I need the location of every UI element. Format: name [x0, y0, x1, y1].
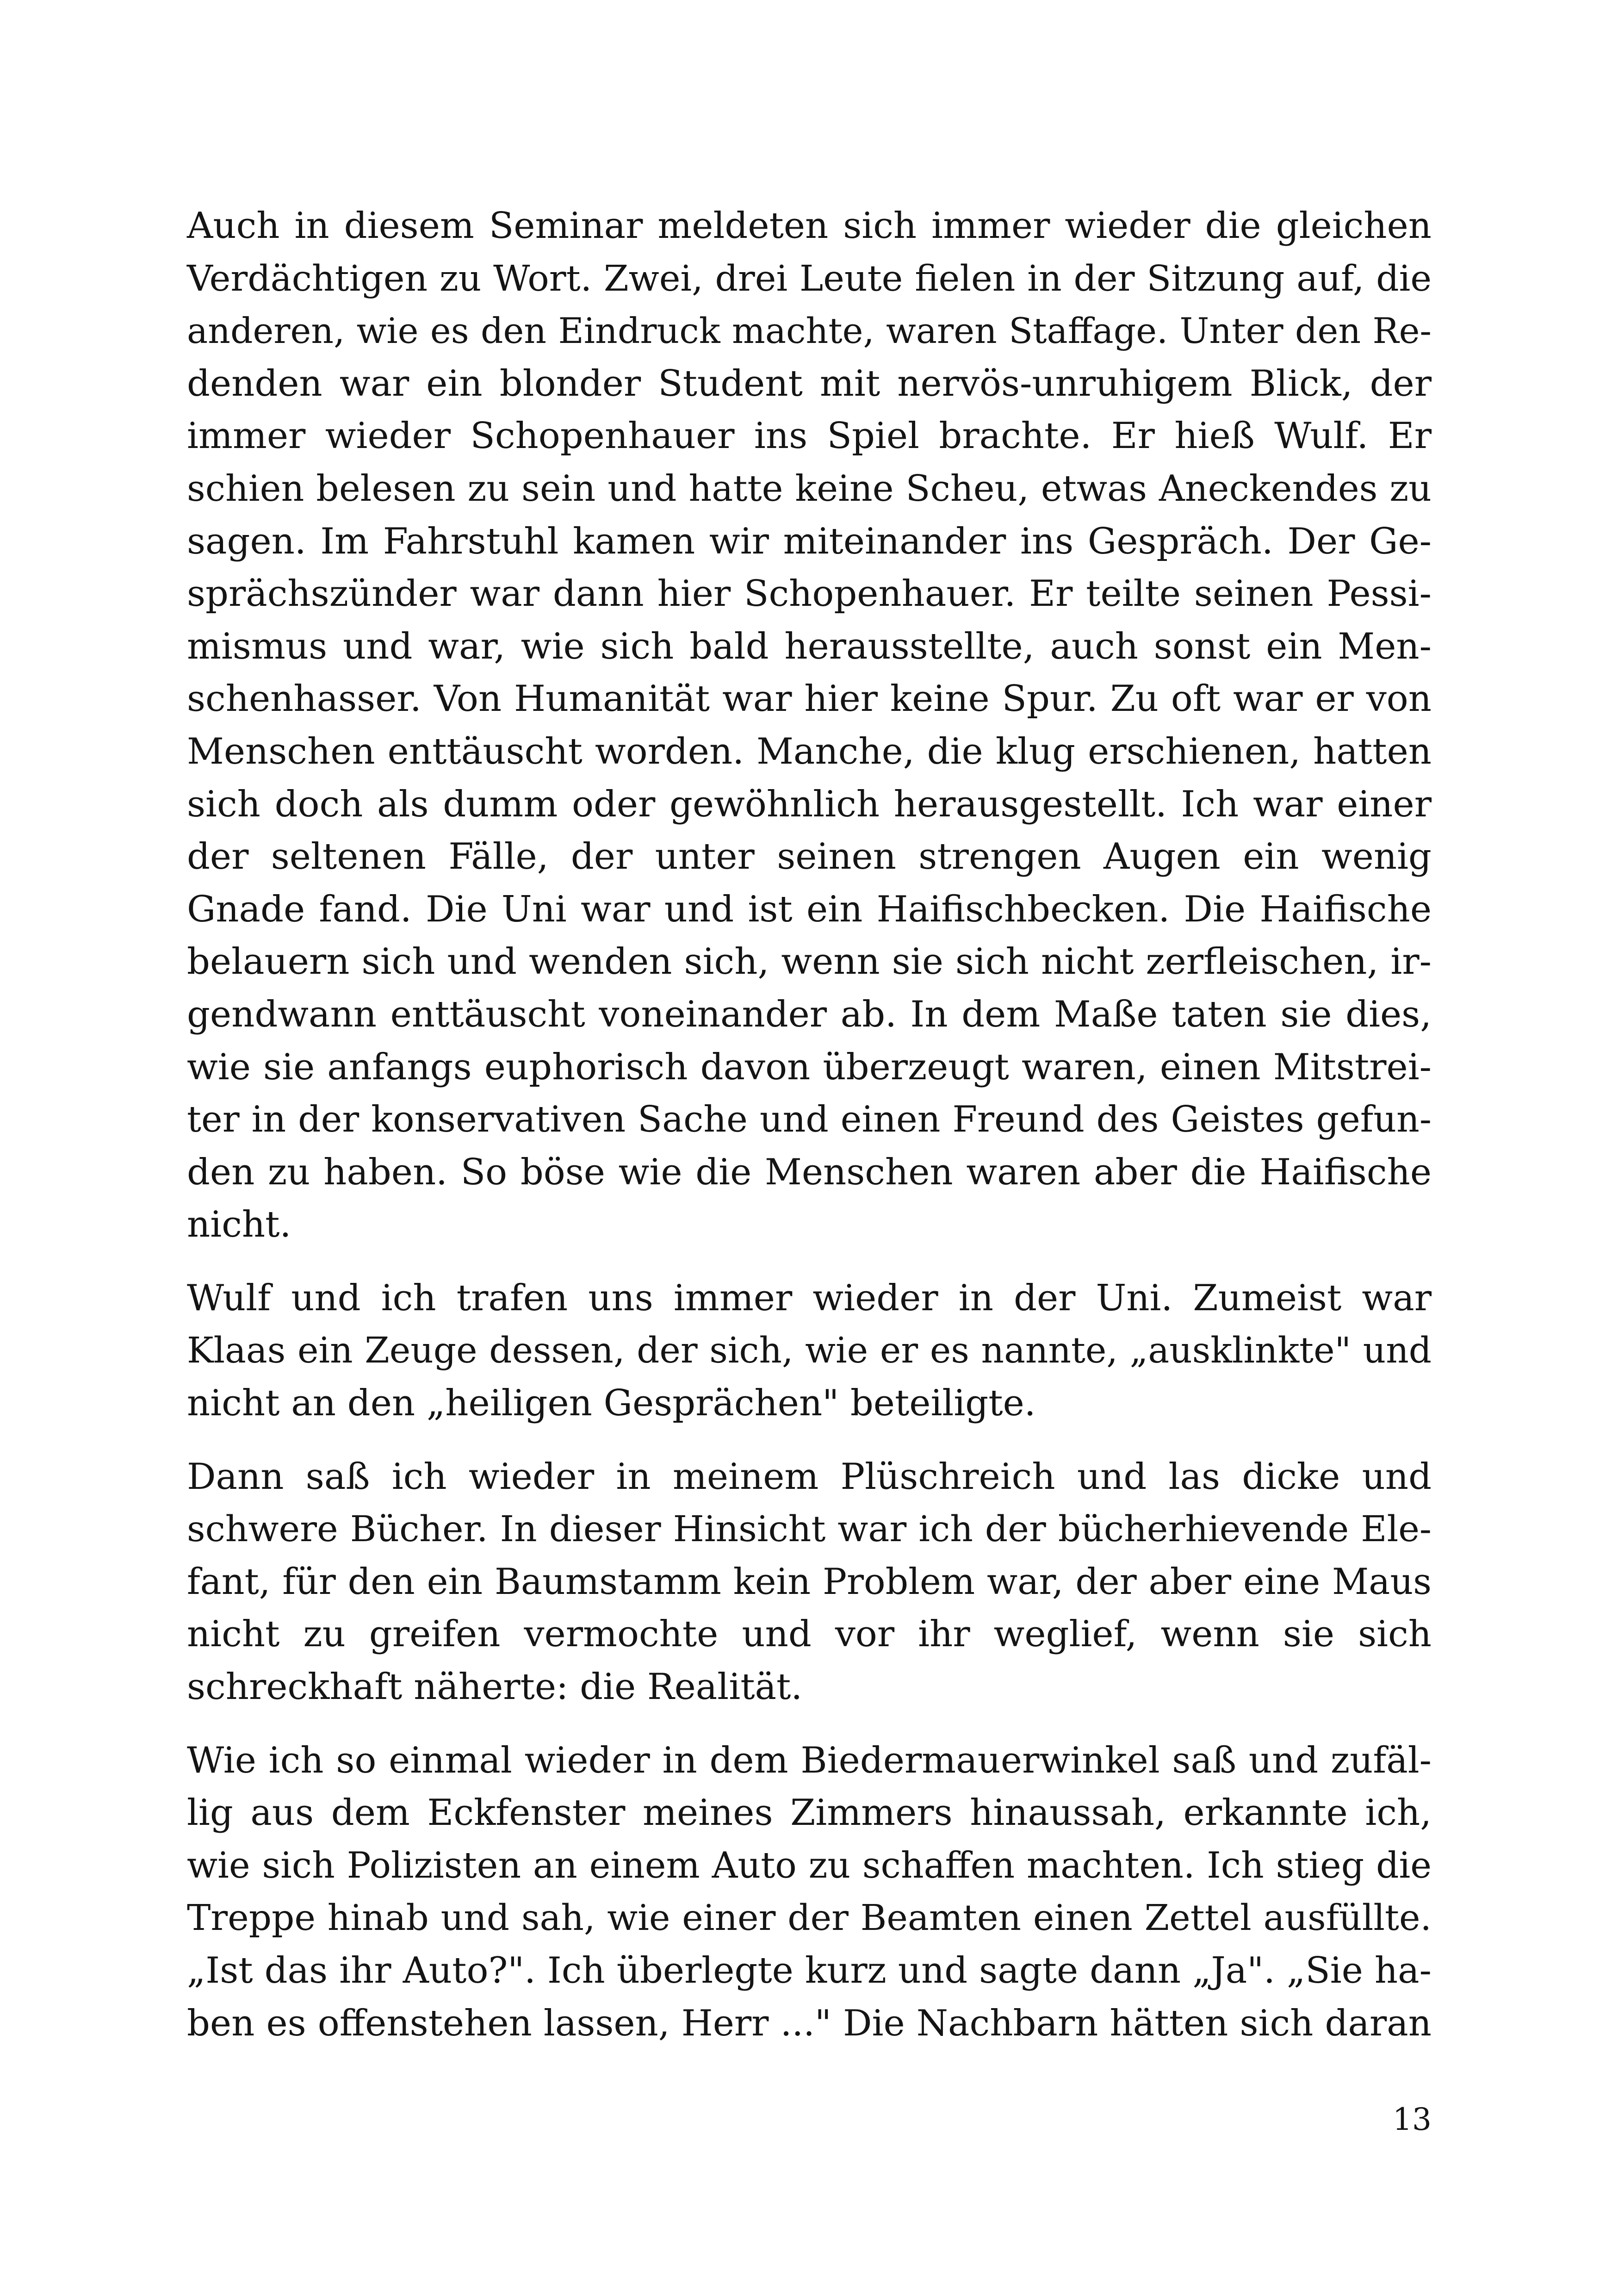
text-line: nicht an den „heiligen Gesprächen" beteiligte.: [187, 1382, 1036, 1425]
body-text: [187, 200, 1432, 2071]
text-line: sprächszünder war dann hier Schopenhauer. Er teilte seinen Pessi-: [187, 573, 1432, 615]
text-line: Gnade fand. Die Uni war und ist ein Haifischbecken. Die Haifische: [187, 888, 1432, 930]
text-line: lig aus dem Eckfenster meines Zimmers hinaussah, erkannte ich,: [187, 1792, 1432, 1834]
text-line: nicht zu greifen vermochte und vor ihr weglief, wenn sie sich: [187, 1613, 1432, 1655]
text-line: immer wieder Schopenhauer ins Spiel brachte. Er hieß Wulf. Er: [187, 415, 1432, 457]
text-line: Menschen enttäuscht worden. Manche, die klug erschienen, hatten: [187, 730, 1432, 772]
text-line: sagen. Im Fahrstuhl kamen wir miteinander ins Gespräch. Der Ge-: [187, 520, 1432, 562]
text-line: denden war ein blonder Student mit nervös-unruhigem Blick, der: [187, 362, 1432, 404]
text-line: anderen, wie es den Eindruck machte, waren Staffage. Unter den Re-: [187, 311, 1432, 352]
text-line: fant, für den ein Baumstamm kein Problem war, der aber eine Maus: [187, 1561, 1432, 1603]
text-line: mismus und war, wie sich bald herausstellte, auch sonst ein Men-: [187, 625, 1432, 667]
text-line: Wie ich so einmal wieder in dem Biedermauerwinkel saß und zufäl-: [187, 1739, 1432, 1781]
paragraph-2: [187, 1272, 1432, 1430]
text-line: schien belesen zu sein und hatte keine Scheu, etwas Aneckendes zu: [187, 467, 1432, 510]
text-line: ben es offenstehen lassen, Herr ..." Die Nachbarn hätten sich daran: [187, 2002, 1432, 2044]
paragraph-4: [187, 1735, 1432, 2050]
text-line: der seltenen Fälle, der unter seinen strengen Augen ein wenig: [187, 836, 1432, 878]
paragraph-3: [187, 1451, 1432, 1714]
text-line: sich doch als dumm oder gewöhnlich herausgestellt. Ich war einer: [187, 783, 1432, 825]
text-line: „Ist das ihr Auto?". Ich überlegte kurz und sagte dann „Ja". „Sie ha-: [187, 1950, 1432, 1991]
text-line: wie sich Polizisten an einem Auto zu schaffen machten. Ich stieg die: [187, 1844, 1432, 1886]
text-line: Treppe hinab und sah, wie einer der Beamten einen Zettel ausfüllte.: [187, 1898, 1432, 1939]
text-line: nicht.: [187, 1204, 291, 1246]
text-line: schenhasser. Von Humanität war hier keine Spur. Zu oft war er von: [187, 678, 1432, 720]
text-line: ter in der konservativen Sache und einen Freund des Geistes gefun-: [187, 1099, 1432, 1141]
text-line: wie sie anfangs euphorisch davon überzeugt waren, einen Mitstrei-: [187, 1046, 1432, 1088]
text-line: Wulf und ich trafen uns immer wieder in der Uni. Zumeist war: [187, 1277, 1432, 1319]
page-number: 13: [1393, 2102, 1432, 2137]
text-line: Verdächtigen zu Wort. Zwei, drei Leute fielen in der Sitzung auf, die: [187, 257, 1432, 299]
text-line: Klaas ein Zeuge dessen, der sich, wie er es nannte, „ausklinkte" und: [187, 1330, 1432, 1372]
text-line: schwere Bücher. In dieser Hinsicht war ich der bücherhievende Ele-: [187, 1508, 1432, 1550]
text-line: gendwann enttäuscht voneinander ab. In dem Maße taten sie dies,: [187, 993, 1432, 1035]
text-line: belauern sich und wenden sich, wenn sie sich nicht zerfleischen, ir-: [187, 941, 1432, 983]
text-line: Dann saß ich wieder in meinem Plüschreich und las dicke und: [187, 1456, 1432, 1498]
text-line: Auch in diesem Seminar meldeten sich immer wieder die gleichen: [187, 205, 1432, 247]
text-line: schreckhaft näherte: die Realität.: [187, 1666, 803, 1708]
text-line: den zu haben. So böse wie die Menschen waren aber die Haifische: [187, 1151, 1432, 1193]
paragraph-1: [187, 200, 1432, 1251]
